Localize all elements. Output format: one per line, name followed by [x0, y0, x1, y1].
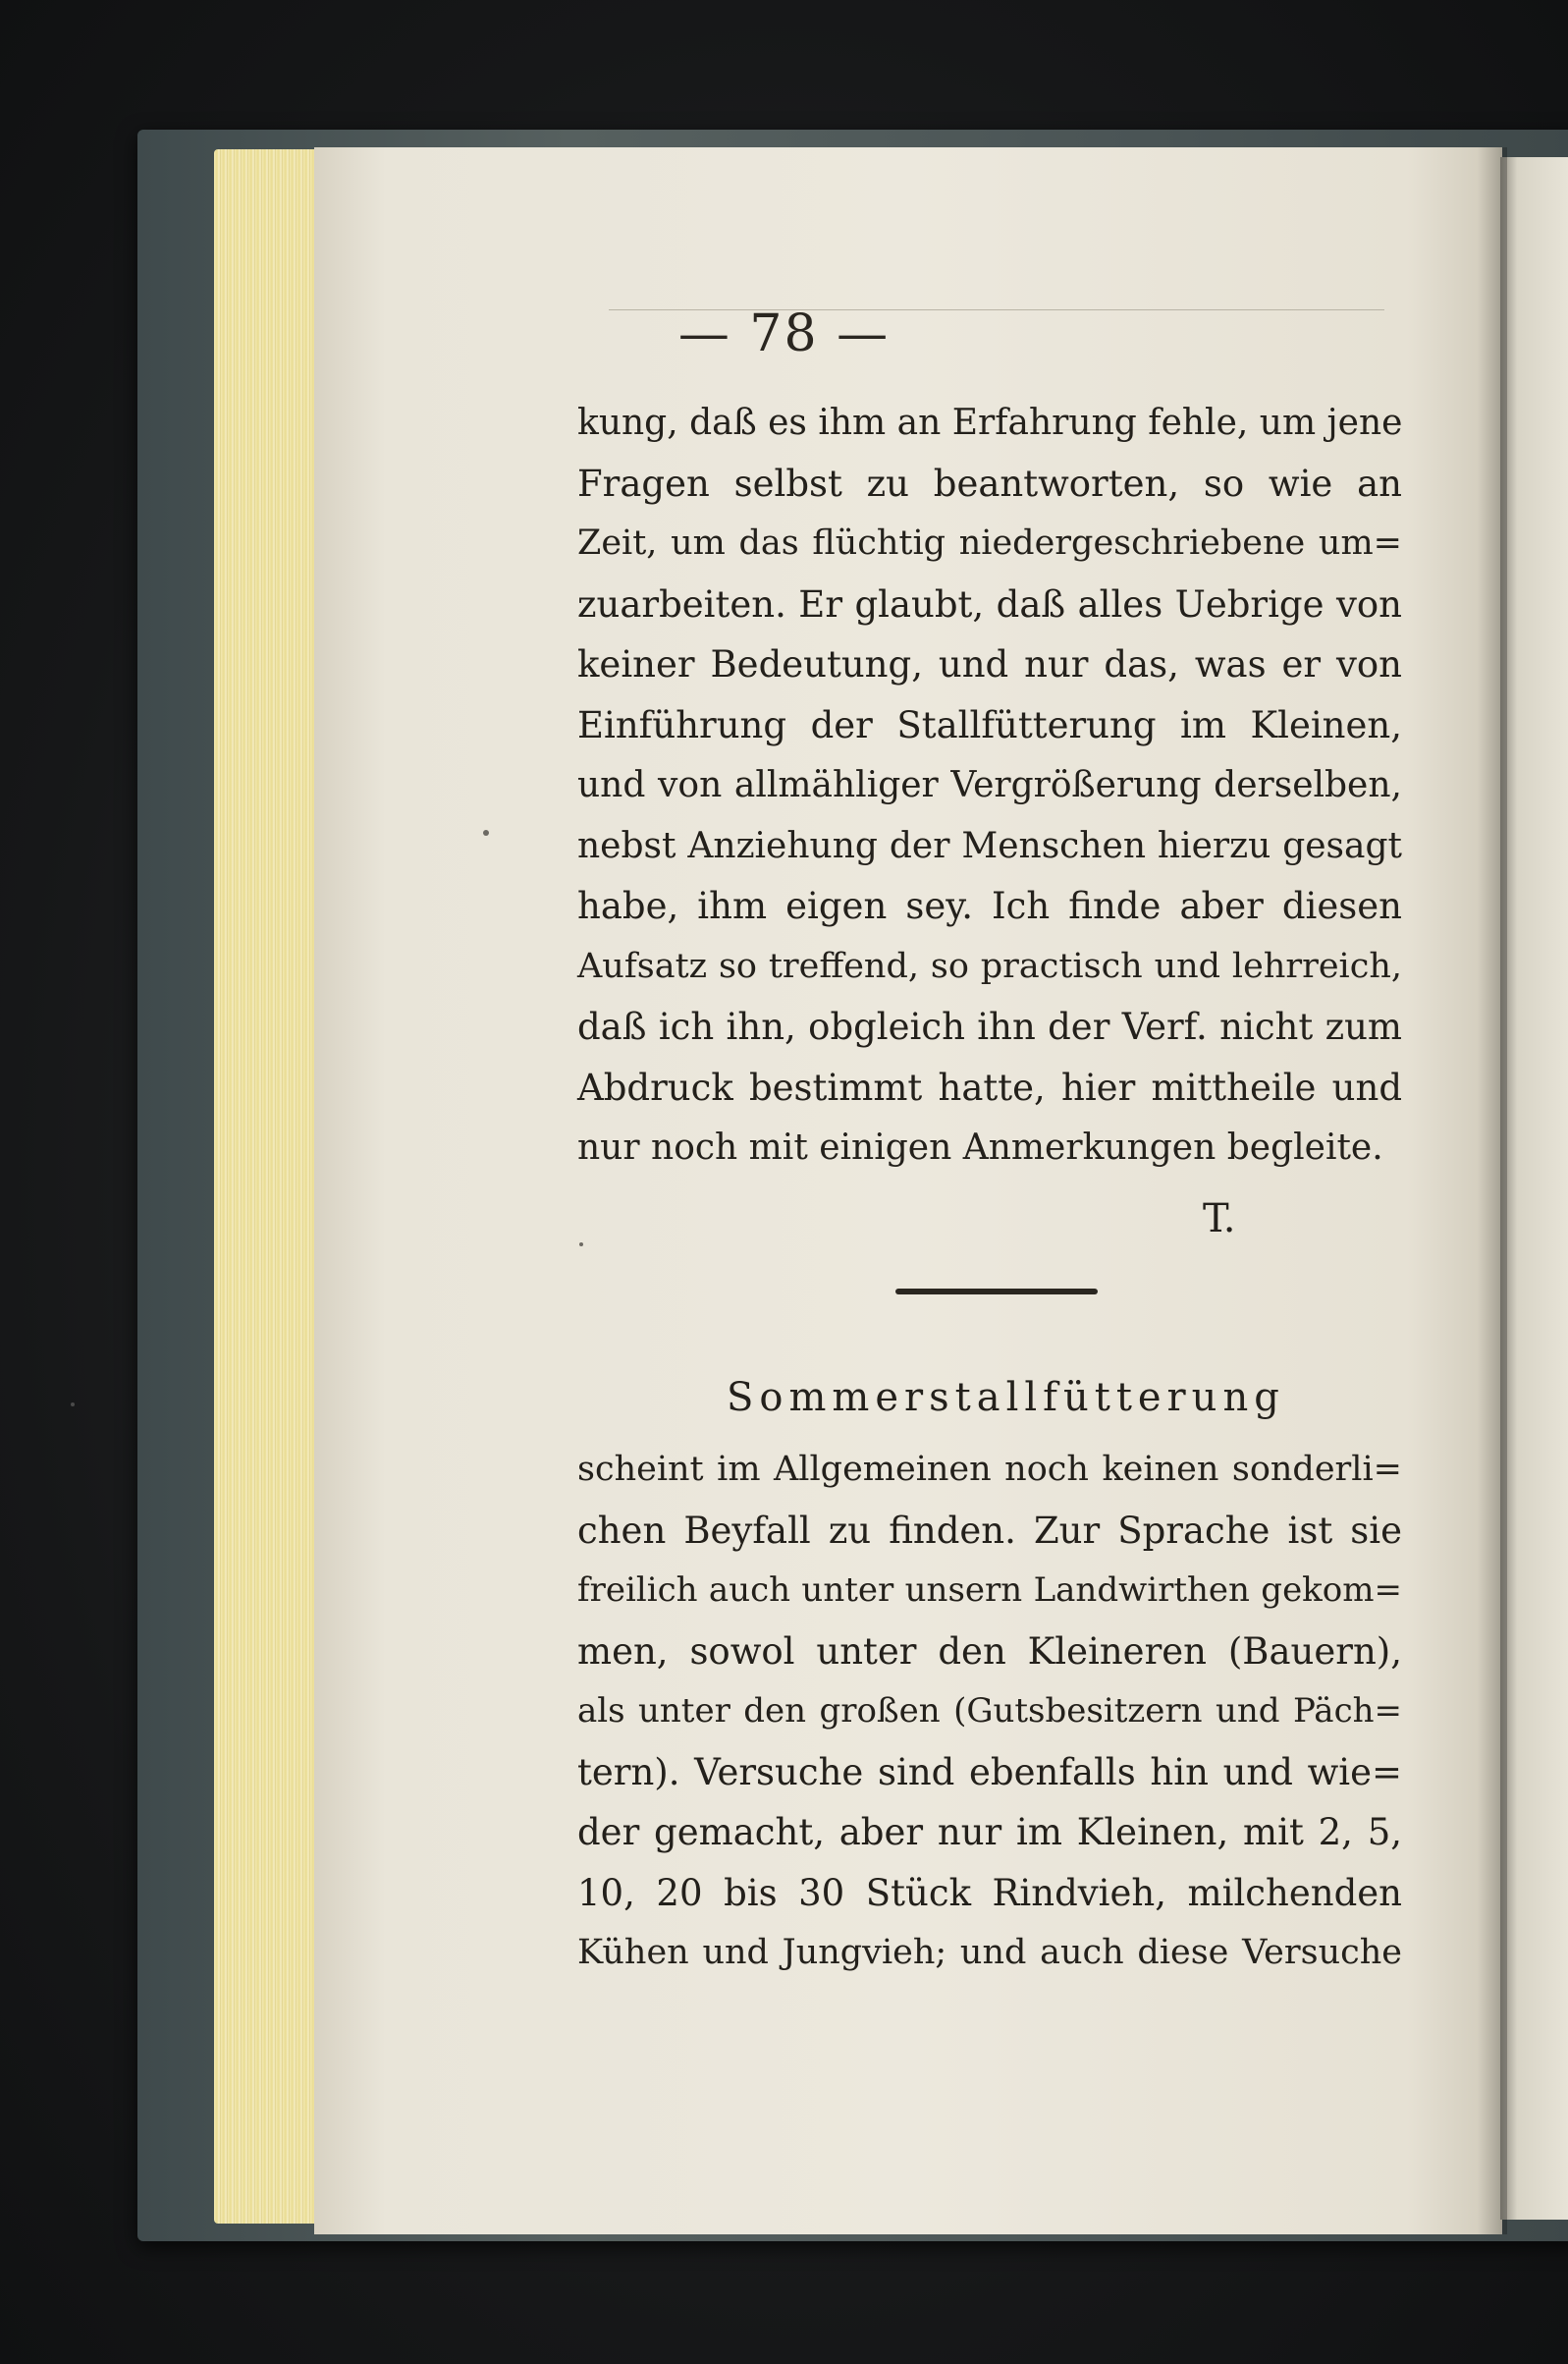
text-line: Fragen selbst zu beantworten, so wie an — [577, 462, 1402, 505]
text-line: men, sowol unter den Kleineren (Bauern), — [577, 1629, 1402, 1673]
page-number: — 78 — — [677, 304, 891, 363]
text-line: chen Beyfall zu finden. Zur Sprache ist sie — [577, 1509, 1402, 1552]
text-line: als unter den großen (Gutsbesitzern und Päch= — [577, 1691, 1402, 1731]
section-heading: Sommerstallfütterung — [727, 1375, 1285, 1420]
paragraph-2 — [577, 1440, 1402, 1984]
text-line: zuarbeiten. Er glaubt, daß alles Uebrige von — [577, 582, 1402, 626]
text-line: der gemacht, aber nur im Kleinen, mit 2, 5, — [577, 1811, 1402, 1853]
section-divider — [895, 1289, 1098, 1294]
text-line: und von allmähliger Vergrößerung derselben, — [577, 765, 1402, 805]
text-line: kung, daß es ihm an Erfahrung fehle, um jene — [577, 403, 1403, 443]
paper-speck — [579, 1242, 583, 1246]
text-line: freilich auch unter unsern Landwirthen gekom= — [577, 1570, 1402, 1610]
text-line: Aufsatz so treffend, so practisch und lehrreich, — [577, 946, 1402, 986]
text-line: scheint im Allgemeinen noch keinen sonderli= — [577, 1450, 1402, 1489]
text-line: Einführung der Stallfütterung im Kleinen, — [577, 703, 1402, 746]
paper-speck — [483, 830, 489, 836]
text-line: Abdruck bestimmt hatte, hier mittheile und — [577, 1066, 1402, 1109]
paragraph-1 — [577, 393, 1402, 1179]
text-line: Kühen und Jungvieh; und auch diese Versuche — [577, 1933, 1402, 1972]
text-line: keiner Bedeutung, und nur das, was er von — [577, 643, 1402, 686]
text-line: 10, 20 bis 30 Stück Rindvieh, milchenden — [577, 1871, 1402, 1914]
facing-page-edge — [1500, 157, 1568, 2220]
gutter-shadow — [1478, 147, 1507, 2234]
author-initial: T. — [1203, 1196, 1236, 1241]
text-line: tern). Versuche sind ebenfalls hin und wie= — [577, 1750, 1402, 1793]
text-line: habe, ihm eigen sey. Ich finde aber diesen — [577, 885, 1402, 927]
text-line: daß ich ihn, obgleich ihn der Verf. nicht zum — [577, 1006, 1402, 1048]
paper-speck — [71, 1402, 75, 1406]
text-line: Zeit, um das flüchtig niedergeschriebene um= — [577, 523, 1402, 563]
text-line: nebst Anziehung der Menschen hierzu gesagt — [577, 825, 1402, 866]
text-line: nur noch mit einigen Anmerkungen begleite. — [577, 1127, 1383, 1168]
